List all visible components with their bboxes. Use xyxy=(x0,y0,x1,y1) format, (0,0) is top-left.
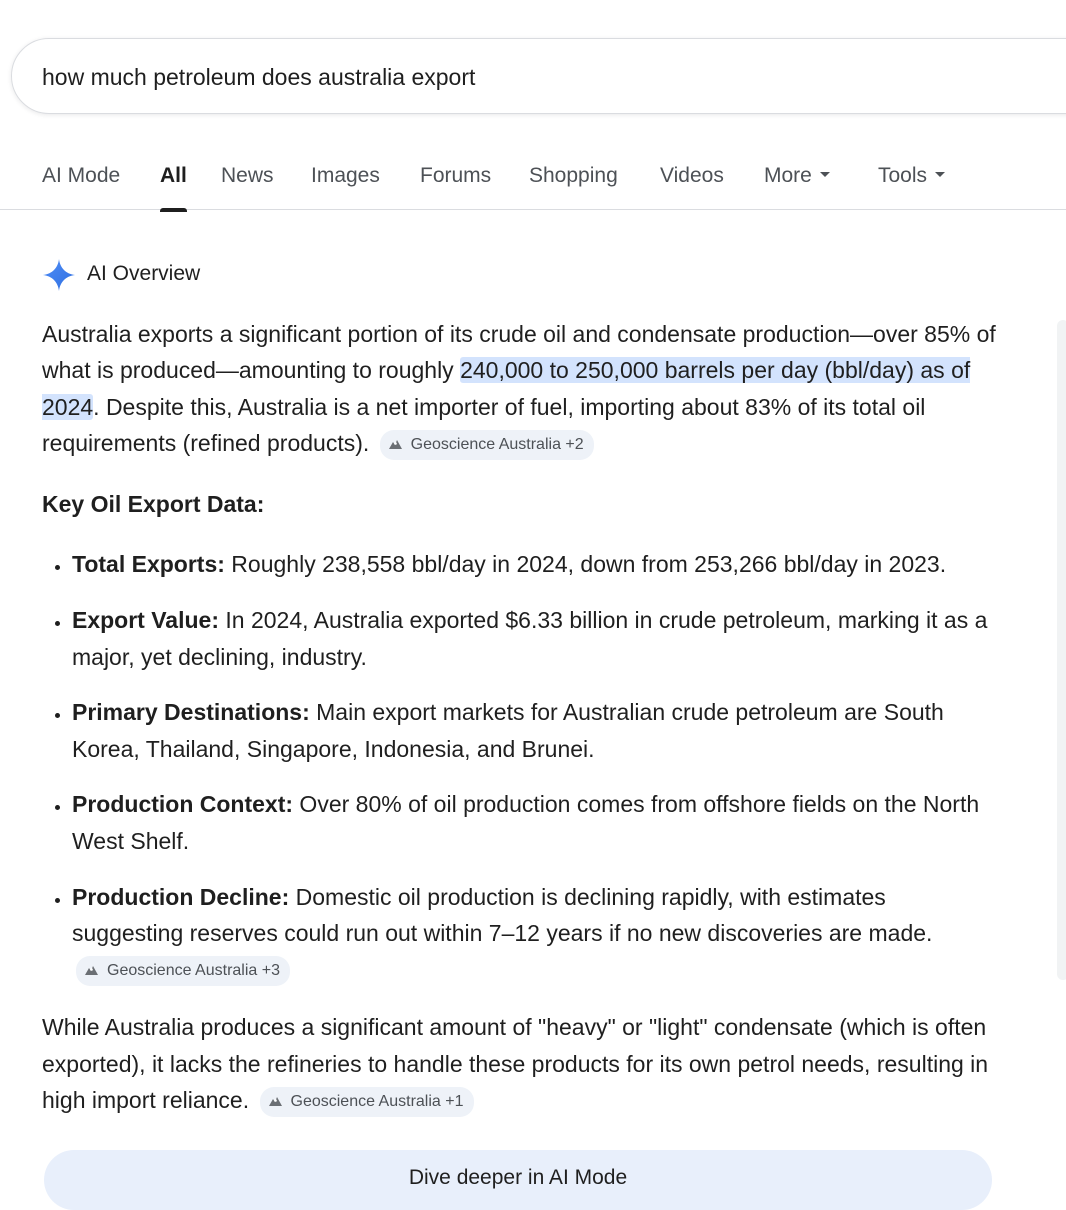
side-panel-edge xyxy=(1057,320,1066,980)
search-query[interactable]: how much petroleum does australia export xyxy=(42,64,476,90)
intro-paragraph xyxy=(42,316,1002,461)
tab-news[interactable] xyxy=(221,162,274,190)
ai-overview-content xyxy=(42,316,1002,1118)
tab-label: More xyxy=(764,164,812,187)
list-item xyxy=(72,602,1002,675)
bullet-text: Over 80% of oil production comes from offshore fields on the North West Shelf. xyxy=(72,791,980,854)
highlighted-text: 240,000 to 250,000 barrels per day (bbl/day) as of 2024 xyxy=(42,357,971,420)
geoscience-logo-icon xyxy=(84,965,99,976)
closing-text: While Australia produces a significant amount of "heavy" or "light" condensate (which is often exported), it lacks the refineries to handle these products for its own petrol needs, resulting in high import reliance. xyxy=(42,1014,989,1114)
ai-sparkle-icon xyxy=(42,258,76,292)
bullet-label: Primary Destinations: xyxy=(72,699,310,726)
bullet-text: In 2024, Australia exported $6.33 billion in crude petroleum, marking it as a major, yet declining, industry. xyxy=(72,607,988,670)
section-heading: Key Oil Export Data: xyxy=(42,491,265,518)
source-chip[interactable] xyxy=(380,430,594,460)
list-item xyxy=(72,786,1002,859)
bullet-label: Production Context: xyxy=(72,791,294,818)
intro-text: Australia exports a significant portion of its crude oil and condensate production—over 85% of what is produced—amounting to roughly xyxy=(42,321,996,384)
bullet-text: Domestic oil production is declining rapidly, with estimates suggesting reserves could run out within 7–12 years if no new discoveries are made. xyxy=(72,883,933,946)
dive-deeper-button[interactable]: Dive deeper in AI Mode xyxy=(44,1150,992,1210)
tab-tools[interactable] xyxy=(878,162,945,190)
closing-paragraph xyxy=(42,1009,1002,1118)
tab-forums[interactable] xyxy=(420,162,491,190)
list-item xyxy=(72,879,1002,988)
source-chip-label: Geoscience Australia +1 xyxy=(290,1093,464,1111)
tab-label: All xyxy=(160,164,187,187)
key-data-list xyxy=(42,546,1002,987)
geoscience-logo-icon xyxy=(268,1096,283,1107)
ai-overview-title: AI Overview xyxy=(87,262,201,285)
list-item xyxy=(72,546,1002,582)
tab-label: Shopping xyxy=(529,164,618,187)
bullet-label: Total Exports: xyxy=(72,551,225,578)
tab-label: AI Mode xyxy=(42,164,121,187)
bullet-text: Roughly 238,558 bbl/day in 2024, down from 253,266 bbl/day in 2023. xyxy=(224,551,947,578)
source-chip-label: Geoscience Australia +3 xyxy=(107,962,280,980)
tab-videos[interactable] xyxy=(660,162,724,190)
tab-ai-mode[interactable] xyxy=(42,162,120,190)
tab-all[interactable] xyxy=(160,162,187,190)
active-tab-indicator xyxy=(160,208,187,212)
dropdown-caret-icon xyxy=(935,172,945,177)
geoscience-logo-icon xyxy=(388,439,403,450)
tab-more[interactable] xyxy=(764,162,830,190)
source-chip[interactable] xyxy=(76,956,290,986)
tab-images[interactable] xyxy=(311,162,380,190)
list-item xyxy=(72,694,1002,767)
bullet-text: Main export markets for Australian crude petroleum are South Korea, Thailand, Singapore, Indonesia, and Brunei. xyxy=(72,699,944,762)
search-tabs xyxy=(0,154,1066,210)
dropdown-caret-icon xyxy=(820,172,830,177)
tab-label: Images xyxy=(311,164,380,187)
source-chip-label: Geoscience Australia +2 xyxy=(410,435,584,453)
bullet-label: Export Value: xyxy=(72,607,219,634)
tab-label: Forums xyxy=(420,164,492,187)
source-chip[interactable] xyxy=(260,1087,474,1117)
tab-shopping[interactable] xyxy=(529,162,618,190)
bullet-label: Production Decline: xyxy=(72,883,290,910)
tab-label: Tools xyxy=(878,164,928,187)
intro-text-continued: . Despite this, Australia is a net importer of fuel, importing about 83% of its total oil requirements (refined products). xyxy=(42,393,926,456)
tab-label: Videos xyxy=(660,164,724,187)
tab-label: News xyxy=(221,164,274,187)
